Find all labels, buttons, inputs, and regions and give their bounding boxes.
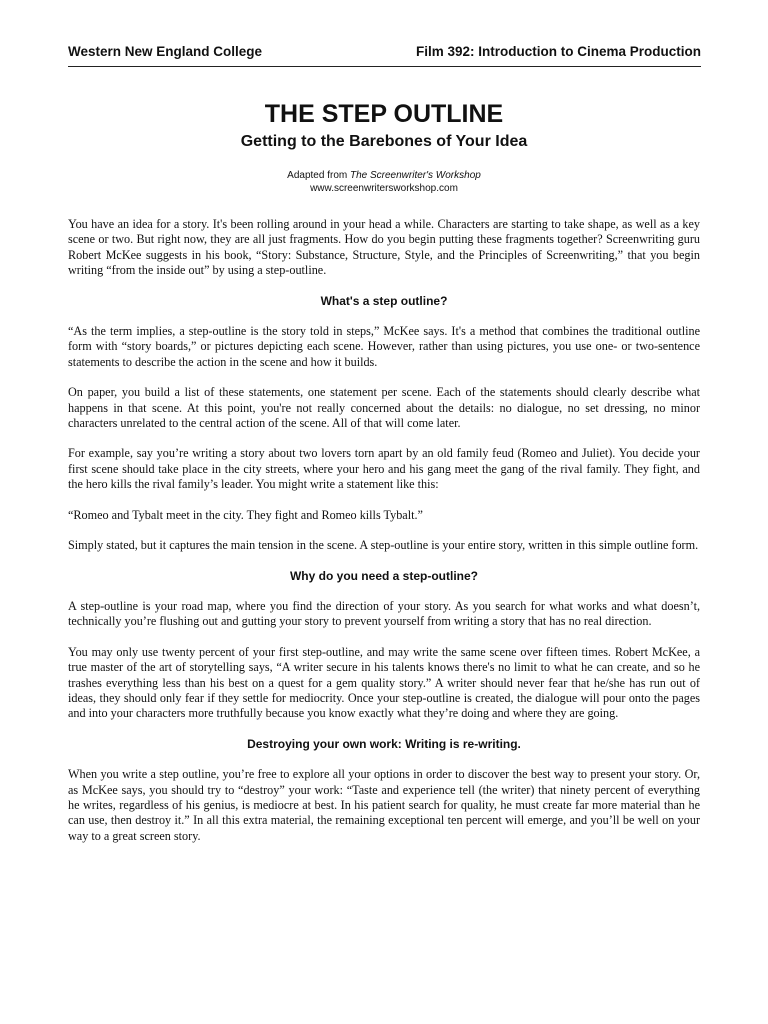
- source-url: www.screenwritersworkshop.com: [310, 183, 458, 194]
- source-credit: [0, 169, 768, 195]
- source-line: [0, 169, 768, 182]
- header-course: Film 392: Introduction to Cinema Production: [415, 44, 701, 59]
- paragraph: “As the term implies, a step-outline is the story told in steps,” McKee says. It's a method that combines the traditional outline form with “story boards,” or pictures depicting each scene. However, rather than using pictures, you use one- or two-sentence statements to describe the action in the scene and how it builds.: [68, 324, 700, 369]
- paragraph: A step-outline is your road map, where you find the direction of your story. As you search for what works and what doesn’t, technically you’re flushing out and gutting your story to prevent yourself from writing a story that has no real direction.: [68, 598, 700, 629]
- document-body: [68, 217, 700, 859]
- section-heading: What's a step outline?: [320, 293, 448, 308]
- document-title: THE STEP OUTLINE: [264, 100, 504, 128]
- paragraph: When you write a step outline, you’re free to explore all your options in order to discover the best way to present your story. Or, as McKee says, you should try to “destroy” your work: “Taste and experience tell (the writer) that ninety percent of everything he writes, regardless of his genius, is mediocre at best. In his patient search for quality, he must create far more material than he can use, then destroy it.” In all this extra material, the remaining exceptional ten percent will emerge, and you’ll be well on your way to a great screen story.: [68, 767, 700, 843]
- paragraph: You may only use twenty percent of your first step-outline, and may write the same scene over fifteen times. Robert McKee, a true master of the art of storytelling says, “A writer secure in his talents knows there's no limit to what he can create, and so he trashes everything less than his best on a quest for a gem quality story.” A writer should never fear that he/she has run out of ideas, they should only fear if they settle for mediocrity. Once your step-outline is created, the dialogue will pour onto the pages and into your characters more truthfully because you know exactly what they’re doing and where they are going.: [68, 644, 700, 721]
- source-book: The Screenwriter's Workshop: [349, 170, 481, 181]
- page-header: [68, 44, 701, 67]
- header-college: Western New England College: [68, 44, 263, 59]
- section-heading: Destroying your own work: Writing is re-writing.: [247, 736, 521, 751]
- section-heading: Why do you need a step-outline?: [289, 568, 478, 583]
- paragraph: For example, say you’re writing a story about two lovers torn apart by an old family feud (Romeo and Juliet). You decide your first scene should take place in the city streets, where your hero and his gang meet the gang of the rival family. They fight, and the hero kills the rival family’s leader. You might write a statement like this:: [68, 446, 700, 492]
- paragraph: Simply stated, but it captures the main tension in the scene. A step-outline is your entire story, written in this simple outline form.: [68, 538, 699, 553]
- document-subtitle: Getting to the Barebones of Your Idea: [240, 133, 528, 150]
- example-quote: “Romeo and Tybalt meet in the city. They fight and Romeo kills Tybalt.”: [68, 507, 423, 522]
- source-prefix: Adapted from: [287, 170, 350, 181]
- paragraph: On paper, you build a list of these statements, one statement per scene. Each of the statements should clearly describe what happens in that scene. At this point, you're not really concerned about the details: no dialogue, no set dressing, no minor characters unrelated to the central action of the scene. All of that will come later.: [68, 385, 700, 431]
- intro-paragraph: You have an idea for a story. It's been rolling around in your head a while. Characters are starting to take shape, as well as a key scene or two. But right now, they are all just fragments. How do you begin putting these fragments together? Screenwriting guru Robert McKee suggests in his book, “Story: Substance, Structure, Style, and the Principles of Screenwriting,” that you begin writing “from the inside out” by using a step-outline.: [68, 217, 700, 278]
